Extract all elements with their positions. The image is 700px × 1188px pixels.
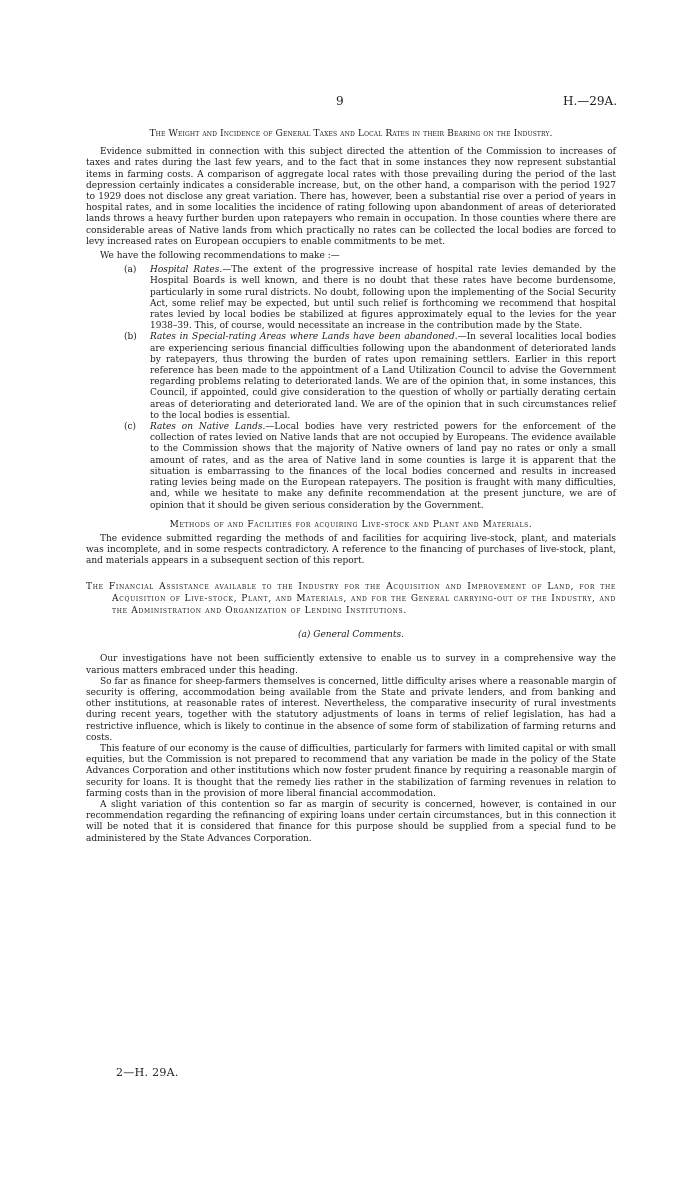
methods-heading: Methods of and Facilities for acquiring Live-stock and Plant and Materials. bbox=[169, 519, 533, 530]
page-number: 9 bbox=[336, 94, 344, 108]
recommendation-item bbox=[124, 265, 616, 332]
footer-signature: 2—H. 29A. bbox=[116, 1066, 179, 1079]
general-paragraph: Our investigations have not been sufficiently extensive to enable us to survey in a comprehensive way the various matters embraced under this heading. bbox=[86, 654, 616, 676]
item-label: (b) bbox=[124, 332, 137, 343]
recommendation-list bbox=[124, 265, 616, 511]
section-title: The Weight and Incidence of General Taxes and Local Rates in their Bearing on the Industry. bbox=[149, 128, 553, 139]
recommendations-lead: We have the following recommendations to make :— bbox=[100, 251, 340, 262]
recommendation-item bbox=[124, 422, 616, 512]
general-paragraph: This feature of our economy is the cause of difficulties, particularly for farmers with limited capital or with small equities, but the Commission is not prepared to recommend that any variation be made in the policy of the State Advances Corporation and other institutions which now foster prudent finance by requiring a reasonable margin of security for loans. It is thought that the remedy lies rather in the stabilization of farming revenues in relation to farming costs than in the provision of more liberal financial accommodation. bbox=[86, 743, 616, 799]
recommendation-item bbox=[124, 332, 616, 422]
item-heading: Hospital Rates. bbox=[150, 265, 223, 276]
document-reference: H.—29A. bbox=[563, 94, 618, 108]
item-label: (a) bbox=[124, 265, 137, 276]
intro-paragraph: Evidence submitted in connection with this subject directed the attention of the Commission to increases of taxes and rates during the last few years, and to the fact that in some instances they now represent substantial items in farming costs. A comparison of aggregate local rates with those prevailing during the period of the last depression certainly indicates a considerable increase, but, on the other hand, a comparison with the period 1927 to 1929 does not disclose any great variation. There has, however, been a substantial rise over a period of years in hospital rates, and in some localities the incidence of rating following upon abandonment of areas of deteriorated lands throws a heavy further burden upon ratepayers who remain in occupation. In those counties where there are considerable areas of Native lands from which practically no rates can be collected the local bodies are forced to levy increased rates on European occupiers to enable commitments to be met. bbox=[86, 147, 616, 247]
general-paragraph: So far as finance for sheep-farmers themselves is concerned, little difficulty arises where a reasonable margin of security is offering, accommodation being available from the State and private lenders, and from banking and other institutions, at reasonable rates of interest. Nevertheless, the comparative insecurity of rural investments during recent years, together with the statutory adjustments of loans in terms of relief legislation, has had a restrictive influence, which is likely to continue in the absence of some form of stabilization of farming returns and costs. bbox=[86, 676, 616, 743]
methods-paragraph: The evidence submitted regarding the methods of and facilities for acquiring live-stock, plant, and materials was incomplete, and in some respects contradictory. A reference to the financing of purchases of live-stock, plant, and materials appears in a subsequent section of this report. bbox=[86, 533, 616, 567]
item-text: —Local bodies have very restricted powers for the enforcement of the collection of rates levied on Native lands that are not occupied by Europeans. The evidence available to the Commission shows that the majority of Native owners of land pay no rates or only a small amount of rates, and as the area of Native land in some counties is large it is apparent that the situation is embarrassing to the finances of the local bodies concerned and results in increased rating levies being made on the European ratepayers. The position is fraught with many difficulties, and, while we hesitate to make any definite recommendation at the present juncture, we are of opinion that it should be given serious consideration by the Government. bbox=[150, 422, 617, 511]
item-text: —The extent of the progressive increase of hospital rate levies demanded by the Hospital Boards is well known, and there is no doubt that these rates have become burdensome, particularly in some rural districts. No doubt, following upon the implementing of the Social Security Act, some relief may be expected, but until such relief is forthcoming we recommend that hospital rates levied by local bodies be stabilized at figures approximately equal to the levies for the year 1938–39. This, of course, would necessitate an increase in the contribution made by the State. bbox=[150, 265, 616, 332]
financial-heading: The Financial Assistance available to the Industry for the Acquisition and Improvement of Land, for the Acquisition of Live-stock, Plant, and Materials, and for the General carrying-out of the Industry, and the Administration and Organization of Lending Institutions. bbox=[86, 581, 616, 616]
item-text: —In several localities local bodies are experiencing serious financial difficulties following upon the abandonment of deteriorated lands by ratepayers, thus throwing the burden of rates upon remaining settlers. Earlier in this report reference has been made to the appointment of a Land Utilization Council to advise the Government regarding problems relating to deteriorated lands. We are of the opinion that, in some instances, this Council, if appointed, could give consideration to the question of wholly or partially derating certain areas of deteriorating and deteriorated land. We are of the opinion that in such circumstances relief to the local bodies is essential. bbox=[150, 332, 616, 421]
document-body bbox=[86, 128, 616, 845]
general-paragraph: A slight variation of this contention so far as margin of security is concerned, however, is contained in our recommendation regarding the refinancing of expiring loans under certain circumstances, but in this connection it will be noted that it is considered that finance for this purpose should be supplied from a special fund to be administered by the State Advances Corporation. bbox=[86, 799, 616, 844]
item-heading: Rates in Special-rating Areas where Lands have been abandoned. bbox=[150, 332, 458, 343]
item-label: (c) bbox=[124, 422, 137, 433]
item-heading: Rates on Native Lands. bbox=[150, 422, 266, 433]
page-header bbox=[0, 94, 700, 110]
general-comments-heading: (a) General Comments. bbox=[298, 630, 404, 641]
